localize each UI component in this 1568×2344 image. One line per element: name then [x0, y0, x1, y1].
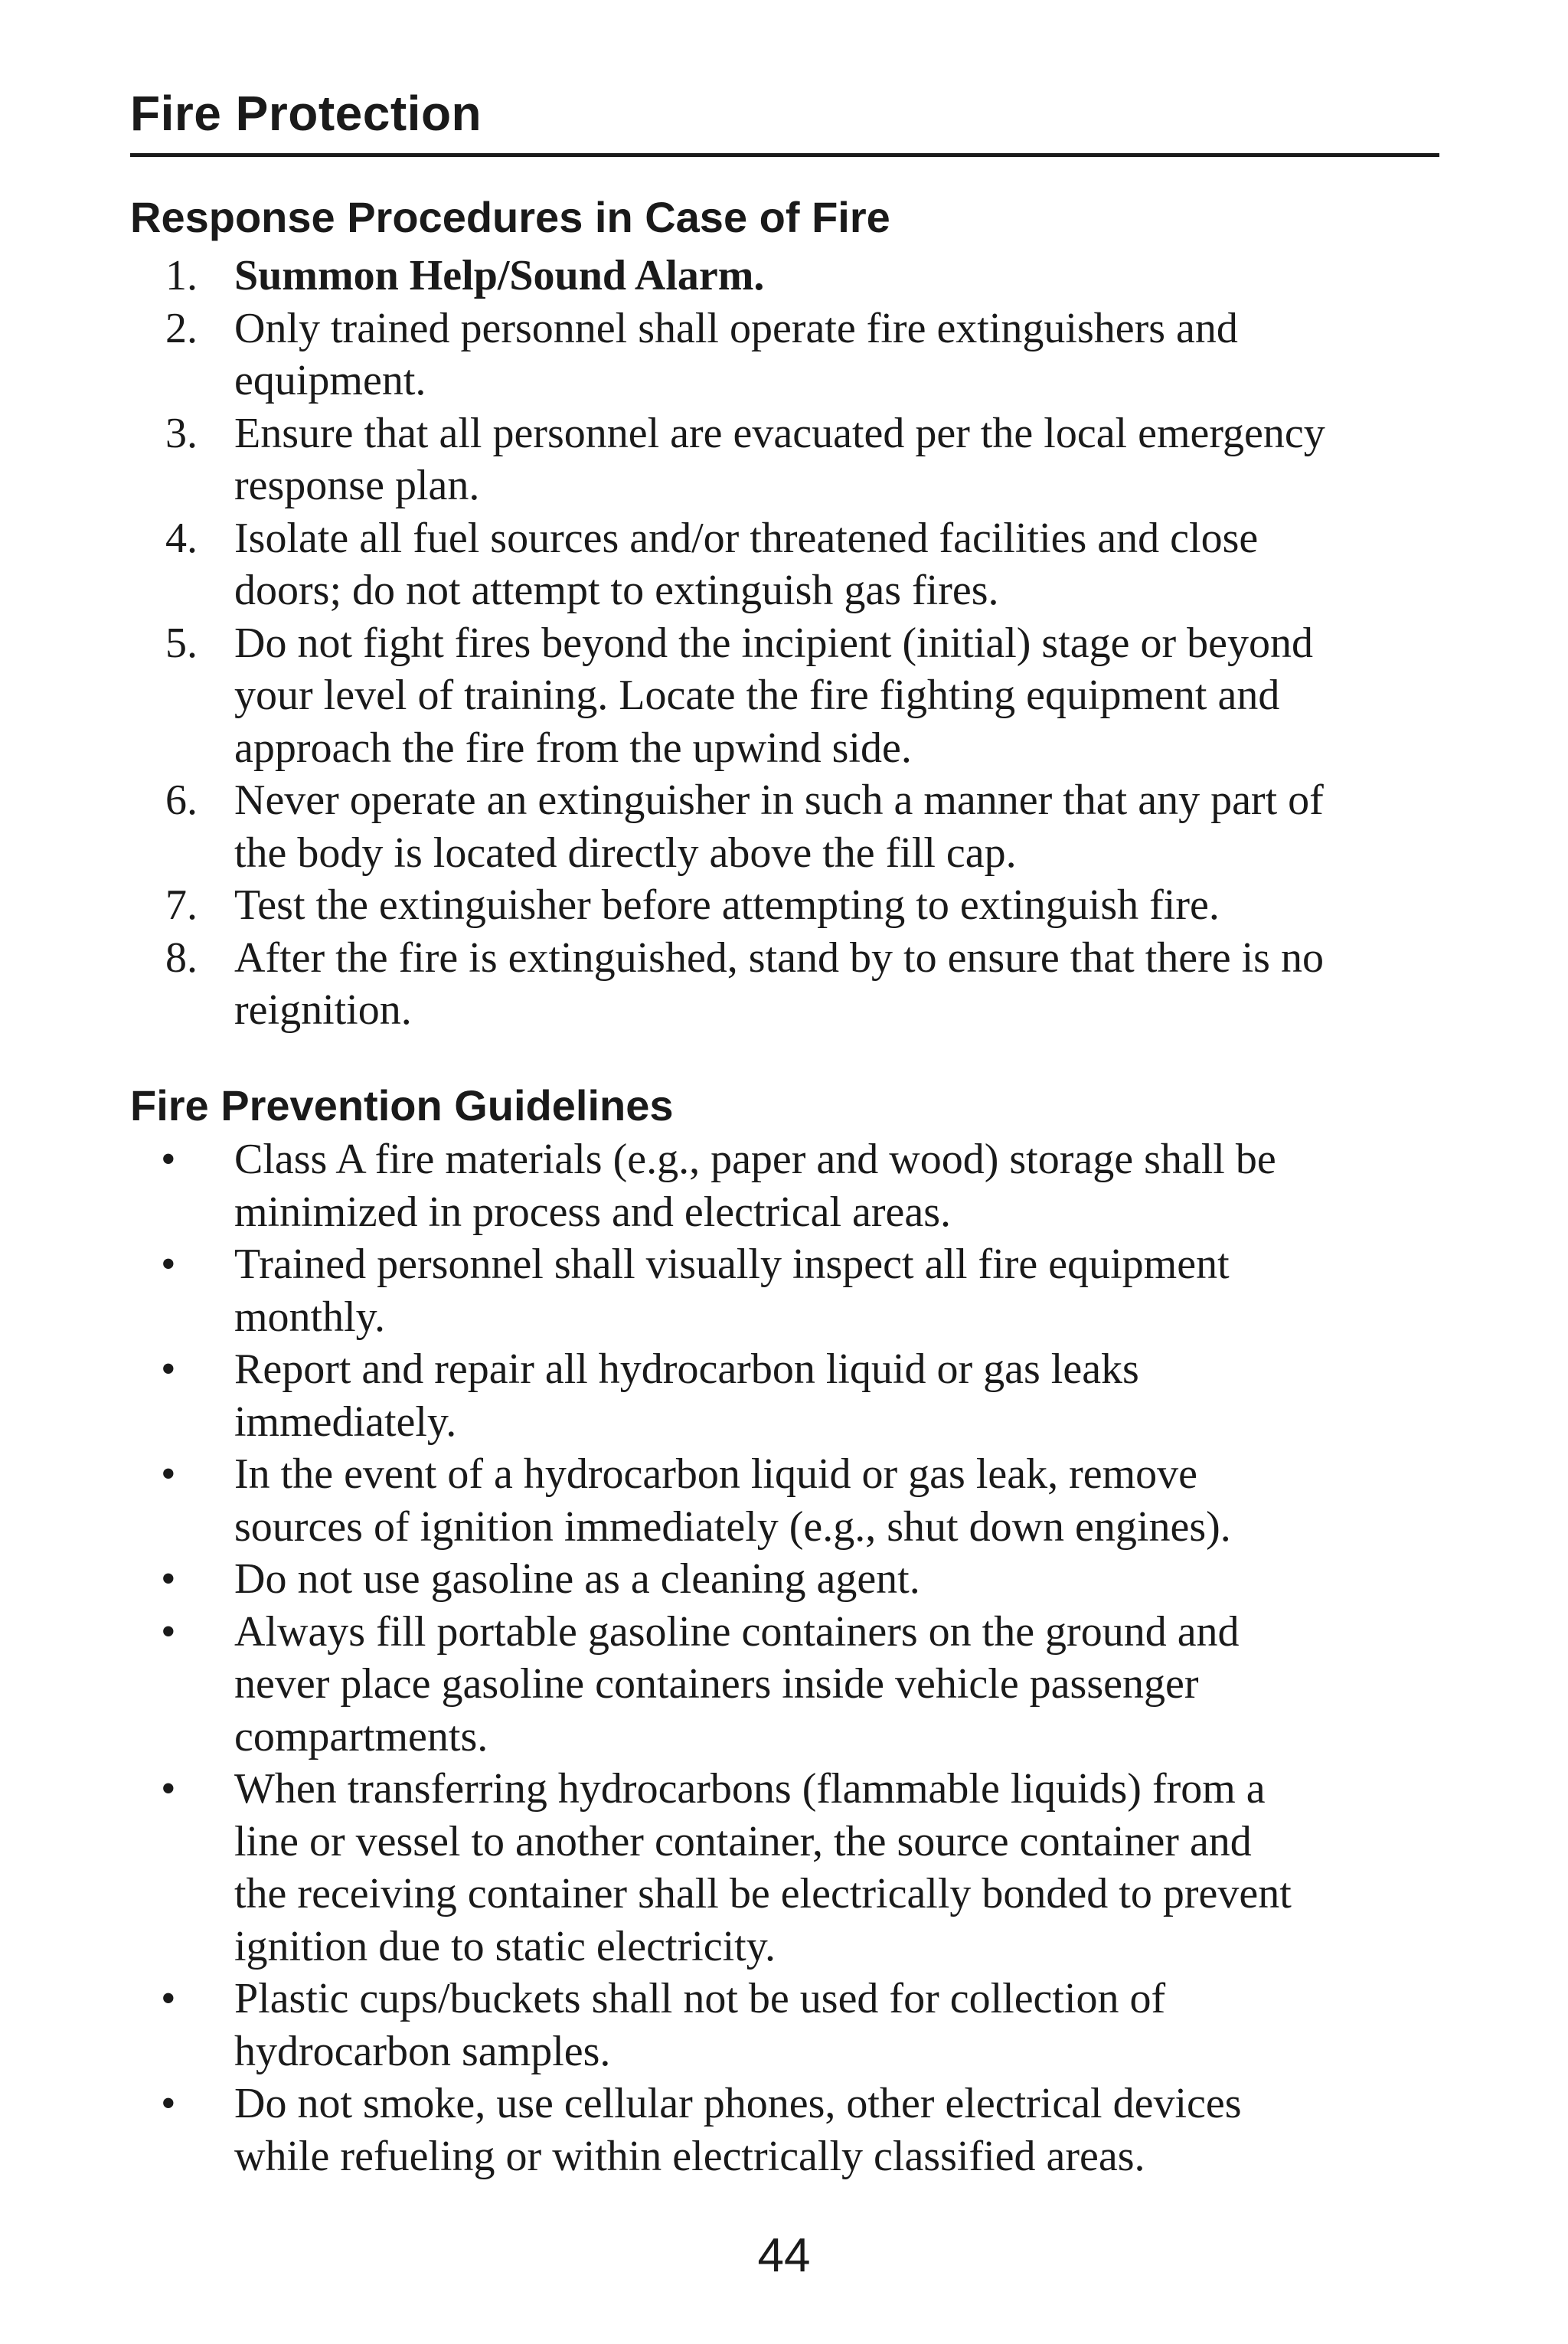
item-text: Trained personnel shall visually inspect all fire equipment monthly.	[234, 1241, 1230, 1341]
page-number: 44	[757, 2229, 811, 2282]
list-item	[130, 250, 1447, 302]
list-item	[130, 302, 1447, 407]
item-text: Test the extinguisher before attempting to extinguish fire.	[234, 881, 1220, 929]
response-procedures-list	[130, 250, 1447, 1037]
item-number: 7.	[165, 881, 198, 929]
bullet-icon: •	[161, 1450, 176, 1498]
item-text: Always fill portable gasoline containers on the ground and never place gasoline containers inside vehicle passenger compartments.	[234, 1607, 1240, 1760]
bullet-icon: •	[161, 1975, 176, 2022]
item-text: Do not use gasoline as a cleaning agent.	[234, 1555, 920, 1603]
bullet-icon: •	[161, 1136, 176, 1183]
item-number: 5.	[165, 619, 198, 667]
list-item	[130, 774, 1447, 879]
item-number: 8.	[165, 933, 198, 982]
fire-prevention-heading: Fire Prevention Guidelines	[130, 1081, 674, 1130]
list-item	[130, 1763, 1447, 1973]
bullet-icon: •	[161, 1555, 176, 1603]
item-text: Plastic cups/buckets shall not be used for collection of hydrocarbon samples.	[234, 1975, 1166, 2075]
bullet-icon: •	[161, 1765, 176, 1813]
item-number: 4.	[165, 514, 198, 562]
page-title: Fire Protection	[130, 86, 482, 141]
response-procedures-heading: Response Procedures in Case of Fire	[130, 193, 890, 241]
item-text: Summon Help/Sound Alarm.	[234, 252, 765, 299]
bullet-icon: •	[161, 1607, 176, 1656]
item-text: Do not smoke, use cellular phones, other electrical devices while refueling or within electrically classified areas.	[234, 2080, 1242, 2180]
item-text: Do not fight fires beyond the incipient (initial) stage or beyond your level of training. Locate the fire fighting equipment and approach the fire from the upwind side.	[234, 619, 1313, 772]
item-text: Class A fire materials (e.g., paper and wood) storage shall be minimized in process and electrical areas.	[234, 1136, 1276, 1236]
item-text: Ensure that all personnel are evacuated per the local emergency response plan.	[234, 409, 1325, 509]
item-number: 6.	[165, 776, 198, 824]
item-text: Isolate all fuel sources and/or threatened facilities and close doors; do not attempt to extinguish gas fires.	[234, 514, 1259, 614]
list-item	[130, 1448, 1447, 1553]
item-text: Only trained personnel shall operate fire extinguishers and equipment.	[234, 304, 1238, 404]
list-item	[130, 1553, 1447, 1606]
item-number: 3.	[165, 409, 198, 457]
bullet-icon: •	[161, 1345, 176, 1393]
list-item	[130, 932, 1447, 1037]
item-number: 1.	[165, 252, 198, 299]
list-item	[130, 1133, 1447, 1238]
fire-prevention-list	[130, 1133, 1447, 2182]
bullet-icon: •	[161, 1241, 176, 1288]
list-item	[130, 407, 1447, 512]
list-item	[130, 1606, 1447, 1764]
item-text: In the event of a hydrocarbon liquid or gas leak, remove sources of ignition immediately (e.g., shut down engines).	[234, 1450, 1231, 1551]
item-text: When transferring hydrocarbons (flammable liquids) from a line or vessel to another container, the source container and the receiving container shall be electrically bonded to prevent ignition due to static electricity.	[234, 1765, 1292, 1970]
item-text: Never operate an extinguisher in such a manner that any part of the body is located directly above the fill cap.	[234, 776, 1324, 877]
list-item	[130, 1343, 1447, 1448]
list-item	[130, 617, 1447, 775]
list-item	[130, 1973, 1447, 2078]
list-item	[130, 1238, 1447, 1343]
item-text: Report and repair all hydrocarbon liquid or gas leaks immediately.	[234, 1345, 1139, 1446]
item-text: After the fire is extinguished, stand by to ensure that there is no reignition.	[234, 933, 1324, 1034]
list-item	[130, 879, 1447, 932]
list-item	[130, 2078, 1447, 2182]
item-number: 2.	[165, 304, 198, 352]
title-divider	[130, 153, 1439, 157]
list-item	[130, 512, 1447, 617]
bullet-icon: •	[161, 2080, 176, 2127]
